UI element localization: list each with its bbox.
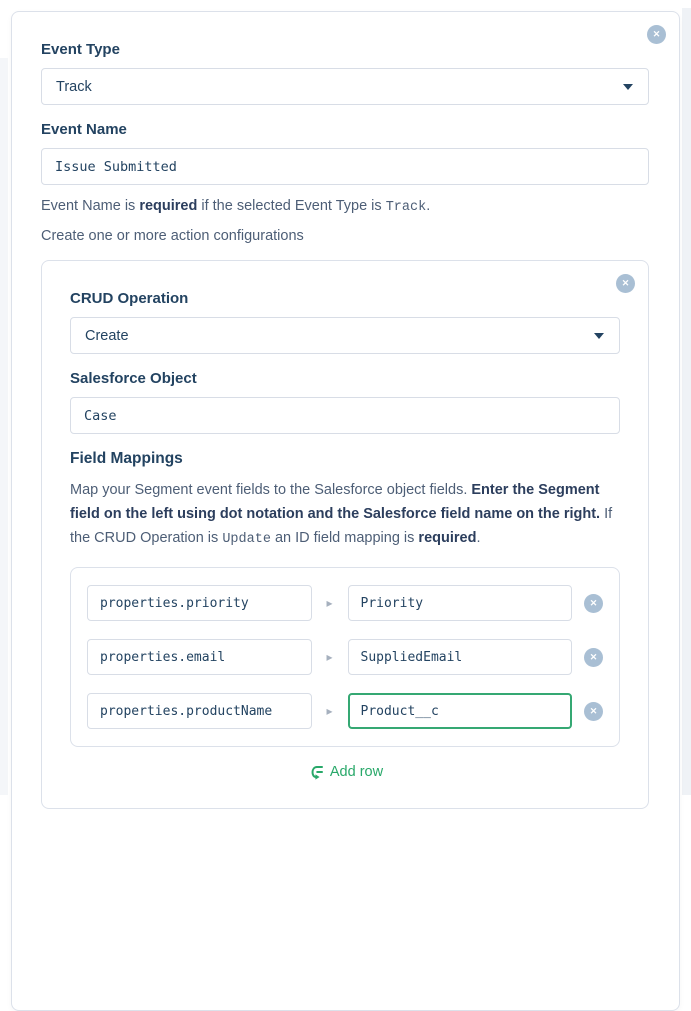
remove-action-config-button[interactable] xyxy=(616,274,635,293)
close-icon: ✕ xyxy=(621,278,630,288)
event-mapping-card xyxy=(11,11,680,1011)
close-icon: ✕ xyxy=(589,705,598,716)
salesforce-field-input[interactable] xyxy=(348,639,573,675)
crud-operation-select[interactable] xyxy=(70,317,620,354)
chevron-down-icon xyxy=(594,333,604,339)
remove-row-button[interactable] xyxy=(584,594,603,613)
add-row-label: Add row xyxy=(329,764,384,780)
close-icon: ✕ xyxy=(652,29,661,39)
remove-mapping-button[interactable] xyxy=(647,25,666,44)
event-type-value: Track xyxy=(56,78,92,95)
close-icon: ✕ xyxy=(589,597,598,608)
field-mappings-box xyxy=(70,567,620,747)
salesforce-field-input[interactable] xyxy=(348,693,573,729)
field-mapping-row xyxy=(87,585,603,621)
crud-operation-label: CRUD Operation xyxy=(70,290,189,307)
close-icon: ✕ xyxy=(589,651,598,662)
remove-row-button[interactable] xyxy=(584,702,603,721)
salesforce-field-input[interactable] xyxy=(348,585,573,621)
segment-field-input[interactable] xyxy=(87,693,312,729)
arrow-right-icon: ▸ xyxy=(326,704,333,718)
field-mapping-row xyxy=(87,639,603,675)
arrow-right-icon: ▸ xyxy=(326,650,333,664)
code-track: Track xyxy=(385,200,427,215)
page-background-left xyxy=(0,58,8,795)
arrow-right-icon: ▸ xyxy=(326,596,333,610)
crud-operation-value: Create xyxy=(85,327,129,344)
chevron-down-icon xyxy=(623,84,633,90)
add-row-button[interactable] xyxy=(70,764,620,780)
page-background-right xyxy=(682,8,691,795)
event-name-label: Event Name xyxy=(41,121,127,138)
salesforce-object-input[interactable] xyxy=(70,397,620,434)
field-mappings-description: Map your Segment event fields to the Salesforce object fields. Enter the Segment field on the left using dot notation and the Salesforce field name on the right. If the CRUD Operation is Update an ID field mapping is required. xyxy=(70,482,613,547)
action-config-card xyxy=(41,260,649,809)
field-mappings-title: Field Mappings xyxy=(70,450,183,467)
action-config-subtitle: Create one or more action configurations xyxy=(41,228,304,244)
segment-field-input[interactable] xyxy=(87,639,312,675)
event-type-label: Event Type xyxy=(41,41,120,58)
event-name-helper: Event Name is required if the selected Event Type is Track. xyxy=(41,198,431,215)
salesforce-object-label: Salesforce Object xyxy=(70,370,197,387)
add-row-icon xyxy=(307,764,323,780)
event-type-select[interactable] xyxy=(41,68,649,105)
segment-field-input[interactable] xyxy=(87,585,312,621)
event-name-input[interactable] xyxy=(41,148,649,185)
field-mapping-row xyxy=(87,693,603,729)
code-update: Update xyxy=(222,532,271,547)
remove-row-button[interactable] xyxy=(584,648,603,667)
